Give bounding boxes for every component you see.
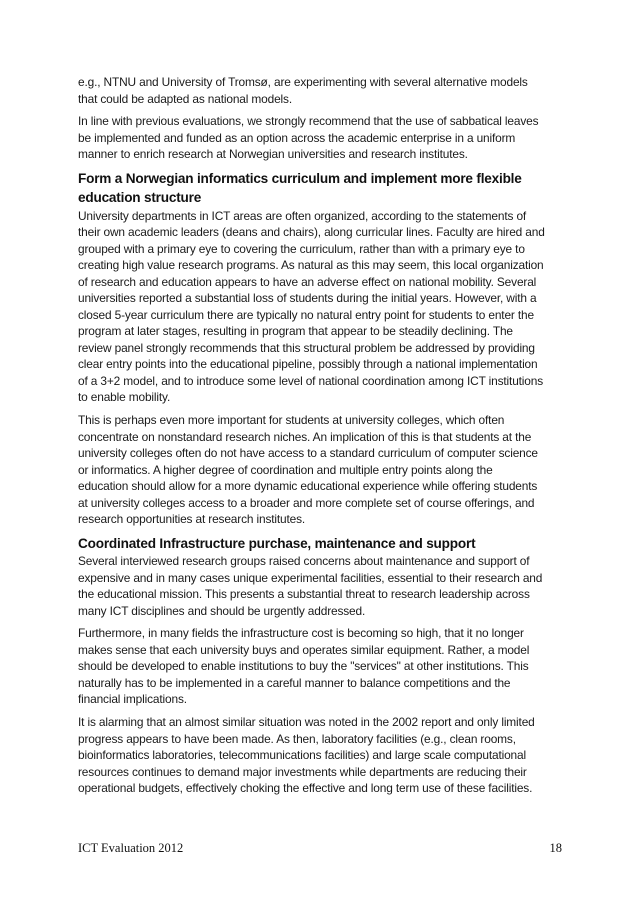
text-line: clear entry points into the educational pipeline, possibly through a national implementation: [78, 357, 538, 372]
text-line: University departments in ICT areas are often organized, according to the statements of: [78, 208, 527, 223]
section-heading-curriculum: [78, 169, 562, 208]
text-line: creating high value research programs. As natural as this may seem, this local organization: [78, 258, 544, 273]
text-line: education should allow for a more dynamic educational experience while offering students: [78, 479, 538, 494]
text-line: makes sense that each university buys and operates similar equipment. Rather, a model: [78, 642, 530, 657]
text-line: university colleges often do not have access to a standard curriculum of computer science: [78, 446, 538, 461]
text-line: grouped with a primary eye to covering the curriculum, rather than with a primary eye to: [78, 241, 525, 256]
paragraph: [78, 208, 562, 406]
text-line: or informatics. A higher degree of coordination and multiple entry points along the: [78, 462, 493, 477]
text-line: progress appears to have been made. As then, laboratory facilities (e.g., clean rooms,: [78, 731, 516, 746]
text-line: closed 5-year curriculum there are typically no natural entry point for students to enter the: [78, 307, 534, 322]
text-line: Furthermore, in many fields the infrastructure cost is becoming so high, that it no longer: [78, 626, 524, 641]
text-line: In line with previous evaluations, we strongly recommend that the use of sabbatical leaves: [78, 114, 539, 129]
text-line: should be developed to enable institutions to buy the "services" at other institutions. This: [78, 659, 529, 674]
text-line: e.g., NTNU and University of Tromsø, are experimenting with several alternative models: [78, 75, 528, 89]
heading-line: education structure: [78, 190, 202, 206]
text-line: operational budgets, effectively choking the effective and long term use of these facilities.: [78, 781, 533, 796]
text-line: the educational mission. This presents a substantial threat to research leadership across: [78, 587, 530, 602]
text-line: research opportunities at research institutes.: [78, 512, 306, 527]
text-line: This is perhaps even more important for students at university colleges, which often: [78, 413, 505, 428]
text-line: many ICT disciplines and should be urgently addressed.: [78, 603, 366, 618]
footer-page-number: 18: [549, 841, 562, 855]
section-heading-infrastructure: [78, 534, 562, 554]
paragraph: [78, 113, 562, 163]
text-line: bioinformatics laboratories, telecommunications facilities) and large scale computational: [78, 748, 526, 763]
text-line: concentrate on nonstandard research niches. An implication of this is that students at the: [78, 429, 532, 444]
text-line: Several interviewed research groups raised concerns about maintenance and support of: [78, 554, 530, 569]
page-body: [78, 74, 562, 803]
text-line: resources continues to demand major investments while departments are reducing their: [78, 764, 527, 779]
text-line: financial implications.: [78, 692, 187, 707]
text-line: to enable mobility.: [78, 390, 171, 405]
footer-document-title: ICT Evaluation 2012: [78, 841, 184, 855]
paragraph: [78, 625, 562, 708]
paragraph: [78, 412, 562, 528]
text-line: of research and education appears to have an adverse effect on national mobility. Several: [78, 274, 537, 289]
text-line: review panel strongly recommends that this structural problem be addressed by providing: [78, 340, 535, 355]
heading-line: Coordinated Infrastructure purchase, maintenance and support: [78, 535, 476, 551]
text-line: their own academic leaders (deans and chairs), along curricular lines. Faculty are hired and: [78, 225, 545, 240]
text-line: be implemented and funded as an option across the academic enterprise in a uniform: [78, 130, 516, 145]
paragraph: [78, 553, 562, 619]
text-line: at university colleges access to a broader and more complete set of course offerings, and: [78, 495, 535, 510]
heading-line: Form a Norwegian informatics curriculum and implement more flexible: [78, 170, 522, 186]
text-line: universities reported a substantial loss of students during the initial years. However, with a: [78, 291, 537, 306]
text-line: naturally has to be implemented in a careful manner to balance competitions and the: [78, 675, 511, 690]
text-line: It is alarming that an almost similar situation was noted in the 2002 report and only limited: [78, 715, 535, 730]
paragraph: [78, 74, 562, 107]
text-line: of a 3+2 model, and to introduce some level of national coordination among ICT institutions: [78, 373, 544, 388]
paragraph: [78, 714, 562, 797]
text-line: manner to enrich research at Norwegian universities and research institutes.: [78, 147, 468, 162]
text-line: expensive and in many cases unique experimental facilities, essential to their research and: [78, 570, 543, 585]
text-line: that could be adapted as national models.: [78, 91, 292, 106]
text-line: program at later stages, resulting in program that appear to be steadily declining. The: [78, 324, 513, 339]
